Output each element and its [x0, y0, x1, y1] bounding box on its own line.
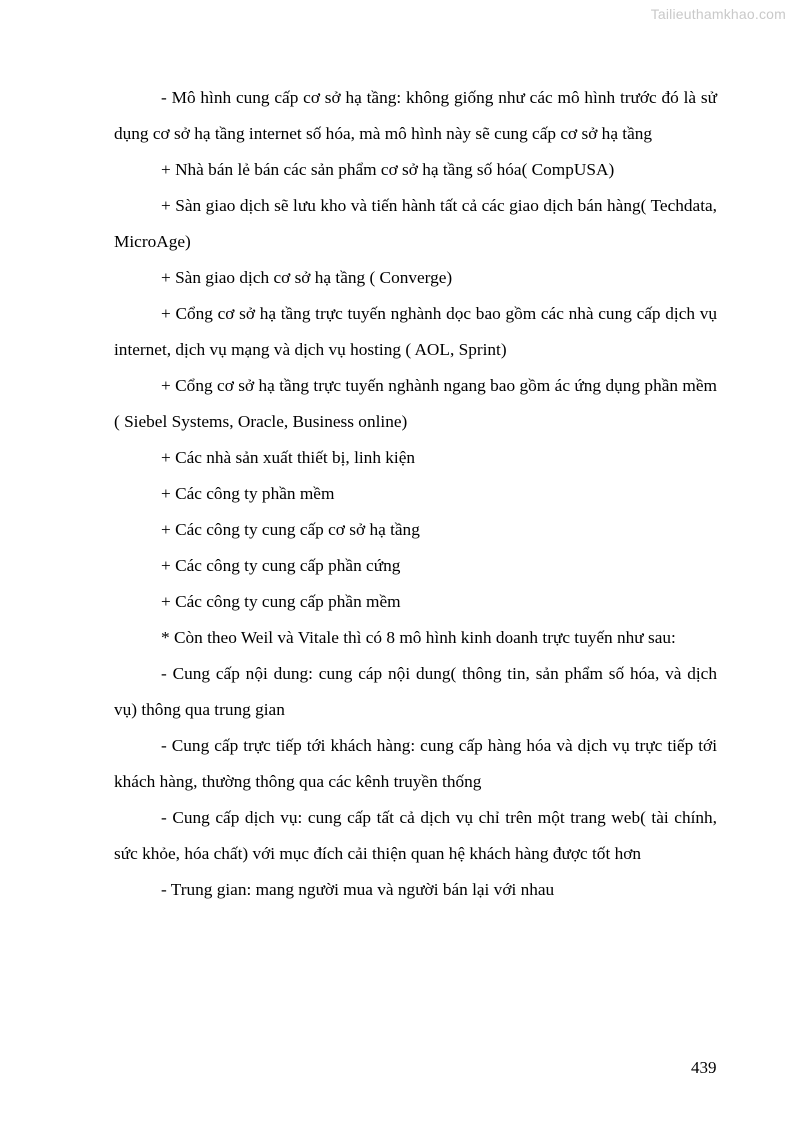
- paragraph: * Còn theo Weil và Vitale thì có 8 mô hình kinh doanh trực tuyến như sau:: [161, 628, 676, 647]
- paragraph: + Các công ty cung cấp phần mềm: [161, 592, 401, 611]
- paragraph: - Cung cấp nội dung: cung cáp nội dung( thông tin, sản phẩm số hóa, và dịch vụ) thông qua trung gian: [114, 664, 717, 719]
- paragraph: - Mô hình cung cấp cơ sở hạ tầng: không giống như các mô hình trước đó là sử dụng cơ sở hạ tầng internet số hóa, mà mô hình này sẽ cung cấp cơ sở hạ tầng: [114, 88, 717, 143]
- page-number: 439: [691, 1058, 717, 1077]
- paragraph: + Các công ty cung cấp cơ sở hạ tầng: [161, 520, 420, 539]
- paragraph: + Nhà bán lẻ bán các sản phẩm cơ sở hạ tầng số hóa( CompUSA): [161, 160, 615, 179]
- paragraph: + Các công ty cung cấp phần cứng: [161, 556, 401, 575]
- paragraph: - Trung gian: mang người mua và người bán lại với nhau: [161, 880, 555, 899]
- paragraph: + Cổng cơ sở hạ tầng trực tuyến nghành ngang bao gồm ác ứng dụng phần mềm ( Siebel Systems, Oracle, Business online): [114, 376, 717, 431]
- paragraph: + Các nhà sản xuất thiết bị, linh kiện: [161, 448, 416, 467]
- document-body: [114, 80, 717, 908]
- paragraph: + Các công ty phần mềm: [161, 484, 335, 503]
- paragraph: + Sàn giao dịch sẽ lưu kho và tiến hành tất cả các giao dịch bán hàng( Techdata, MicroAge): [114, 196, 717, 251]
- paragraph: - Cung cấp dịch vụ: cung cấp tất cả dịch vụ chỉ trên một trang web( tài chính, sức khỏe, hóa chất) với mục đích cải thiện quan hệ khách hàng được tốt hơn: [114, 808, 717, 863]
- paragraph: - Cung cấp trực tiếp tới khách hàng: cung cấp hàng hóa và dịch vụ trực tiếp tới khách hàng, thường thông qua các kênh truyền thống: [114, 736, 717, 791]
- paragraph: + Sàn giao dịch cơ sở hạ tầng ( Converge): [161, 268, 453, 287]
- paragraph: + Cổng cơ sở hạ tầng trực tuyến nghành dọc bao gồm các nhà cung cấp dịch vụ internet, dịch vụ mạng và dịch vụ hosting ( AOL, Sprint): [114, 304, 717, 359]
- watermark: Tailieuthamkhao.com: [650, 6, 786, 22]
